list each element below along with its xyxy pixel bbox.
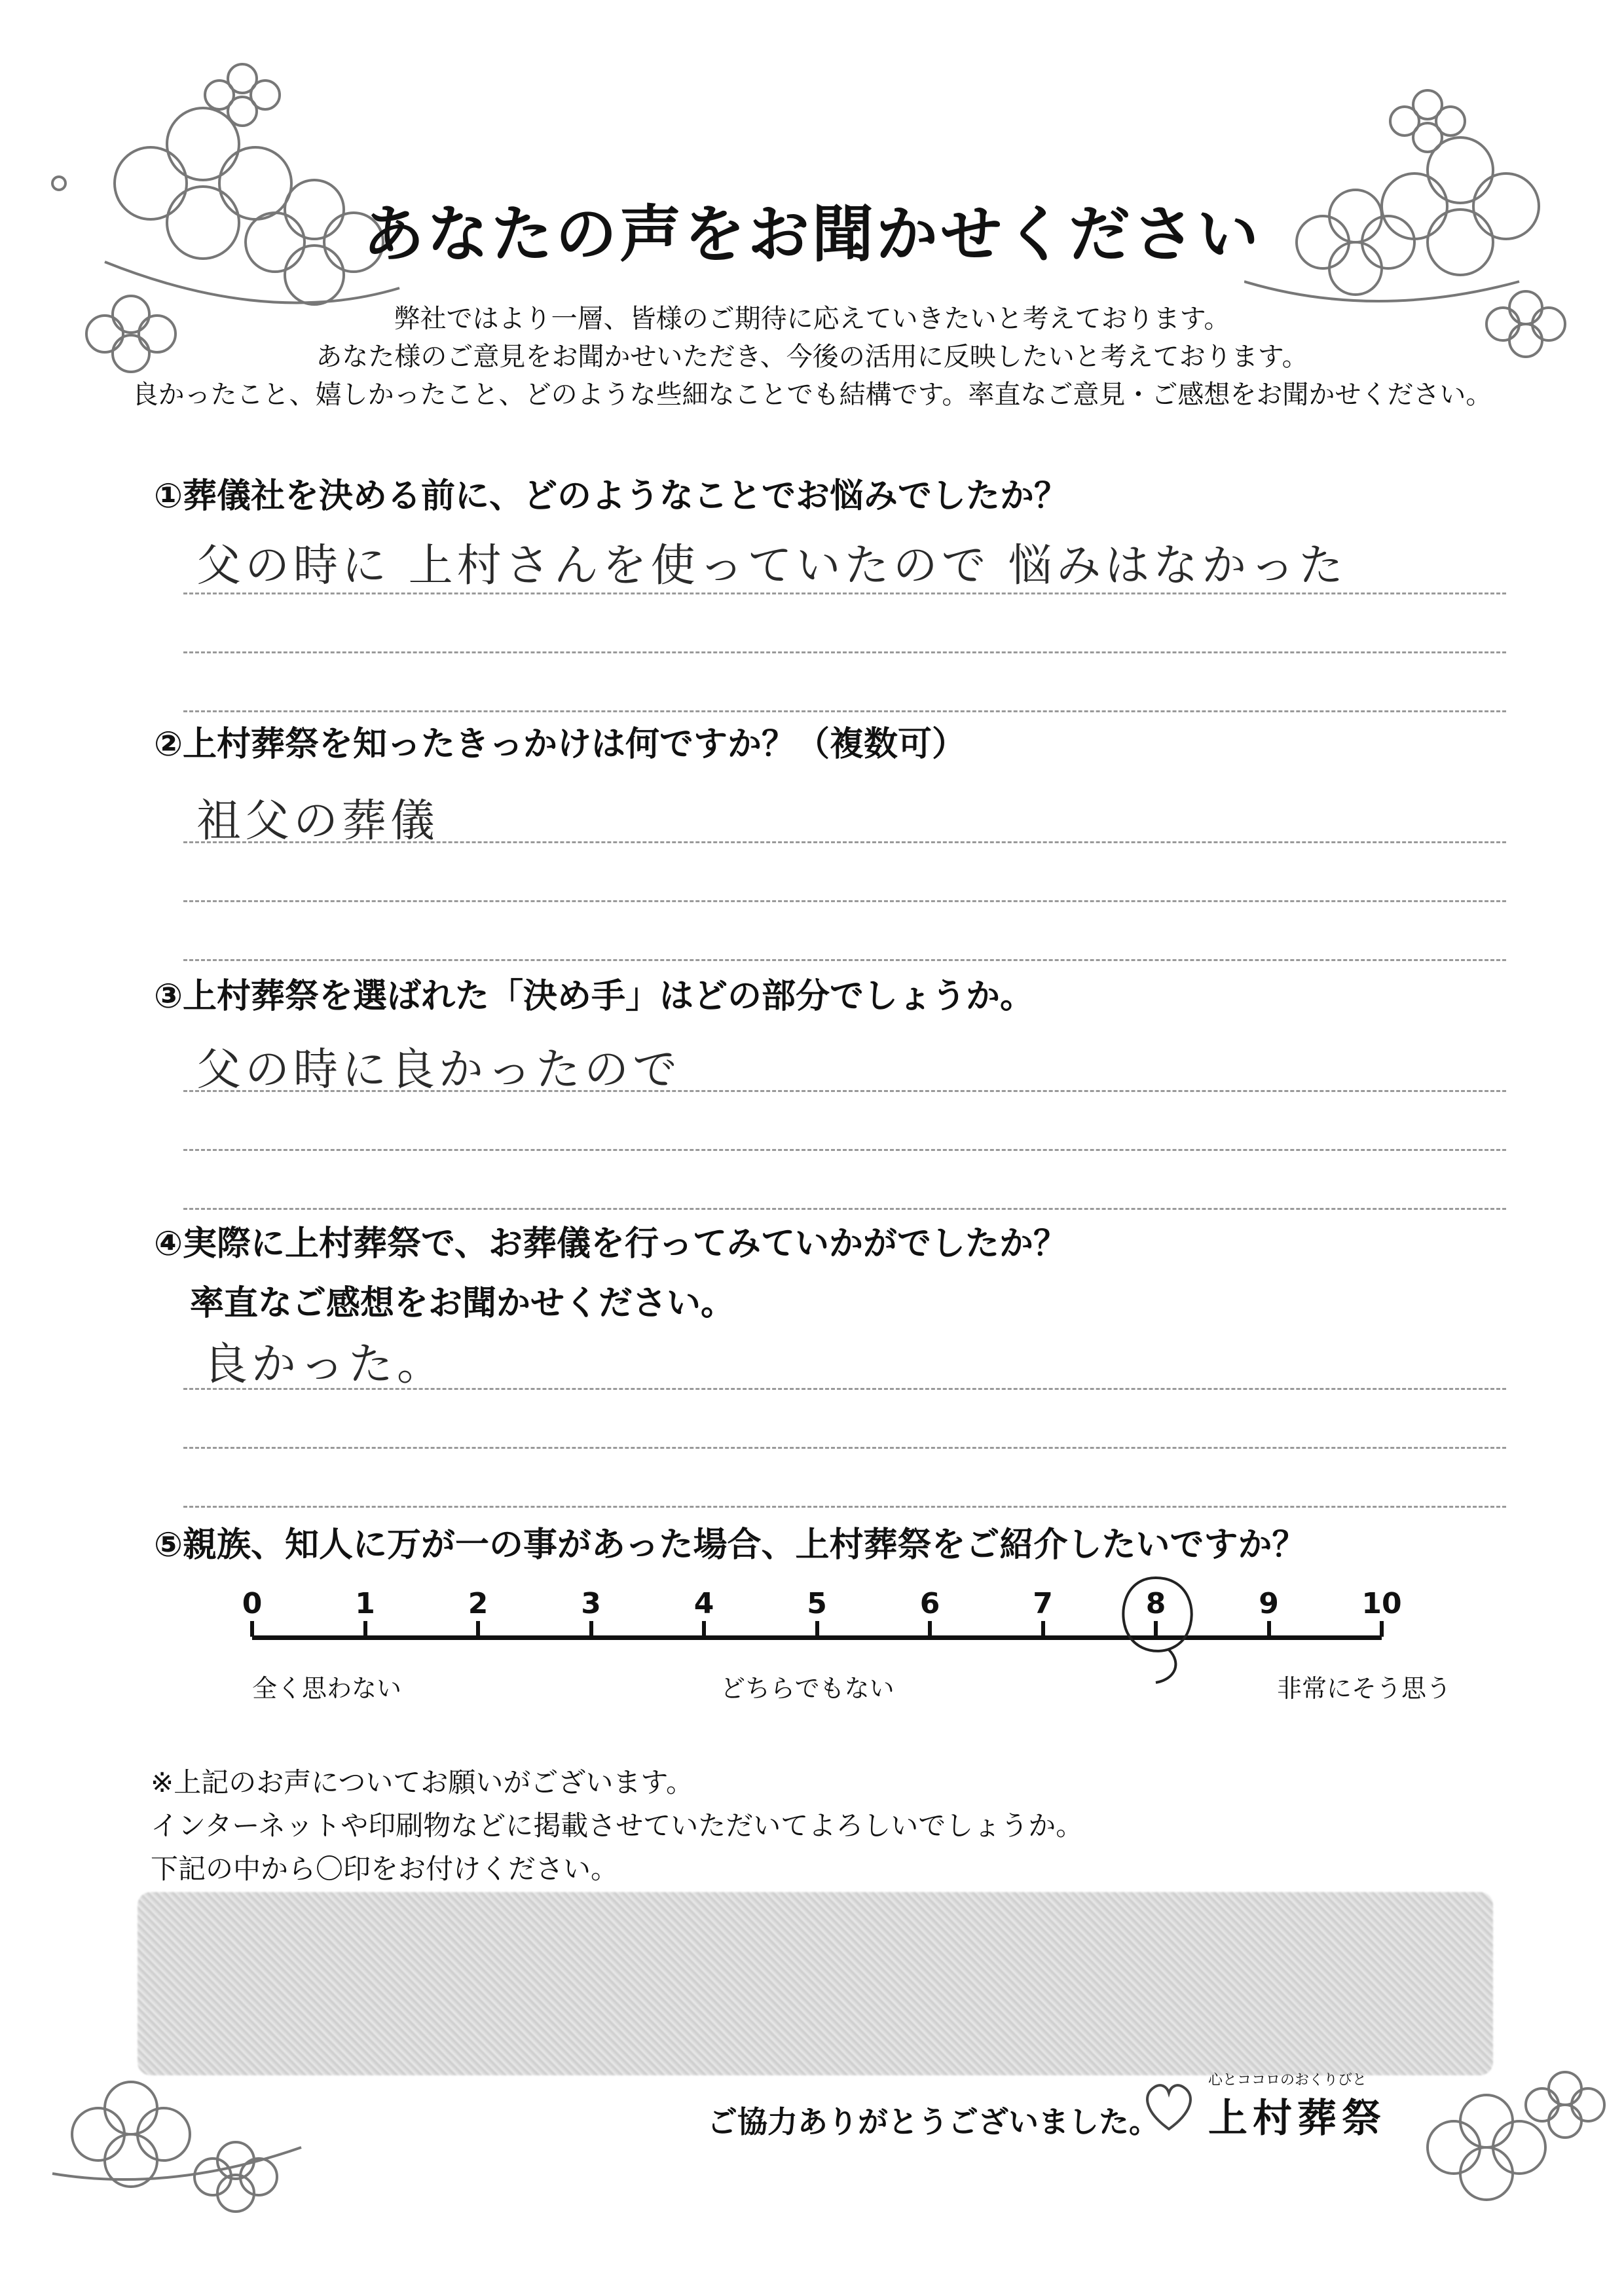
notice-line-2: インターネットや印刷物などに掲載させていただいてよろしいでしょうか。 xyxy=(151,1810,1084,1842)
redacted-area xyxy=(138,1892,1493,2075)
scale-tick xyxy=(363,1621,367,1637)
answer-line xyxy=(183,651,1506,653)
intro-line-2: あなた様のご意見をお聞かせいただき、今後の活用に反映したいと考えております。 xyxy=(316,342,1308,372)
answer-line xyxy=(183,1447,1506,1449)
question-4-sublabel: 率直なご感想をお聞かせください。 xyxy=(190,1284,735,1323)
scale-low-label: 全く思わない xyxy=(252,1674,402,1703)
heart-logo-icon xyxy=(1139,2077,1198,2136)
scale-tick xyxy=(1041,1621,1045,1637)
answer-line xyxy=(183,1506,1506,1508)
scale-tick xyxy=(476,1621,480,1637)
clover-decoration-bottom-right xyxy=(1401,2049,1611,2246)
intro-line-3: 良かったこと、嬉しかったこと、どのような些細なことでも結構です。率直なご意見・ご感想をお聞かせください。 xyxy=(132,380,1492,410)
scale-tick xyxy=(1267,1621,1271,1637)
question-5-label: ⑤親族、知人に万が一の事があった場合、上村葬祭をご紹介したいですか？ xyxy=(154,1525,1306,1565)
scale-number-4: 4 xyxy=(693,1587,714,1620)
question-3-answer: 父の時に良かったので xyxy=(196,1044,682,1096)
answer-line xyxy=(183,959,1506,961)
answer-line xyxy=(183,592,1506,594)
scale-tick xyxy=(702,1621,706,1637)
question-4-label: ④実際に上村葬祭で、お葬儀を行ってみていかがでしたか？ xyxy=(154,1224,1067,1264)
scale-tick xyxy=(250,1621,254,1637)
brand-tagline: 心とココロのおくりびと xyxy=(1208,2072,1367,2088)
scale-number-0: 0 xyxy=(242,1587,263,1620)
thanks-message: ご協力ありがとうございました。 xyxy=(707,2104,1159,2140)
answer-line xyxy=(183,1208,1506,1210)
page-title: あなたの声をお聞かせください xyxy=(362,199,1261,270)
scale-number-5: 5 xyxy=(807,1587,827,1620)
question-4-answer: 良かった。 xyxy=(203,1339,446,1391)
answer-line xyxy=(183,1388,1506,1390)
scale-number-3: 3 xyxy=(581,1587,601,1620)
question-1-label: ①葬儀社を決める前に、どのようなことでお悩みでしたか？ xyxy=(154,477,1069,516)
scale-tick xyxy=(928,1621,932,1637)
brand-name: 上村葬祭 xyxy=(1208,2096,1386,2141)
scale-number-6: 6 xyxy=(919,1587,940,1620)
scale-number-8: 8 xyxy=(1145,1587,1166,1620)
question-1-answer: 父の時に 上村さんを使っていたので 悩みはなかった xyxy=(196,540,1348,592)
notice-line-3: 下記の中から〇印をお付けください。 xyxy=(151,1853,619,1885)
question-2-label: ②上村葬祭を知ったきっかけは何ですか？（複数可） xyxy=(154,725,967,764)
scale-tick xyxy=(815,1621,819,1637)
intro-line-1: 弊社ではより一層、皆様のご期待に応えていきたいと考えております。 xyxy=(394,304,1230,334)
scale-tick xyxy=(1380,1621,1384,1637)
scale-number-9: 9 xyxy=(1259,1587,1279,1620)
scale-number-7: 7 xyxy=(1033,1587,1053,1620)
scale-number-2: 2 xyxy=(468,1587,489,1620)
answer-line xyxy=(183,710,1506,712)
answer-line xyxy=(183,900,1506,902)
answer-line xyxy=(183,1090,1506,1092)
selected-rating-circle xyxy=(1103,1565,1208,1696)
answer-line xyxy=(183,1149,1506,1151)
scale-mid-label: どちらでもない xyxy=(720,1674,895,1703)
scale-tick xyxy=(589,1621,593,1637)
notice-line-1: ※上記のお声についてお願いがございます。 xyxy=(151,1766,693,1798)
scale-number-1: 1 xyxy=(355,1587,375,1620)
scale-number-10: 10 xyxy=(1361,1587,1402,1620)
question-3-label: ③上村葬祭を選ばれた「決め手」はどの部分でしょうか。 xyxy=(154,977,1035,1016)
scale-high-label: 非常にそう思う xyxy=(1277,1674,1452,1703)
question-2-answer: 祖父の葬儀 xyxy=(196,795,439,847)
answer-line xyxy=(183,841,1506,843)
